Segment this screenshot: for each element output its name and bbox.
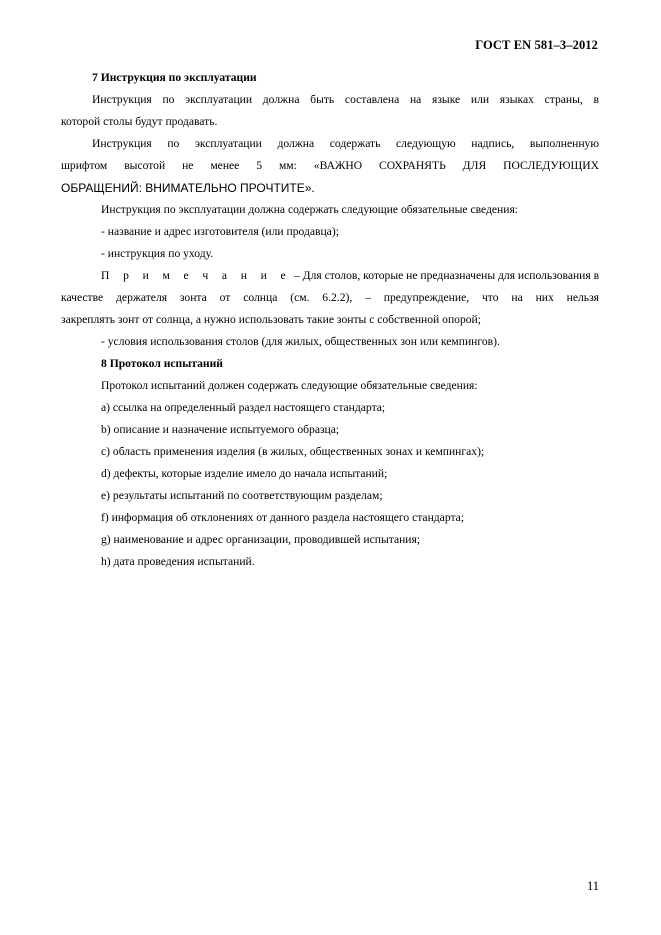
section-7-paragraph-1-line-1: Инструкция по эксплуатации должна быть составлена на языке или языках страны, в — [92, 93, 599, 106]
section-8-list-item-b: b) описание и назначение испытуемого образца; — [101, 423, 340, 436]
note-line-3: закреплять зонт от солнца, а нужно использовать такие зонты с собственной опорой; — [61, 313, 481, 326]
page-body — [61, 70, 599, 576]
section-8-intro: Протокол испытаний должен содержать следующие обязательные сведения: — [101, 379, 478, 392]
section-7-paragraph-2-line-1: Инструкция по эксплуатации должна содержать следующую надпись, выполненную — [92, 137, 599, 150]
section-7-list-item-1: - название и адрес изготовителя (или продавца); — [101, 225, 339, 238]
section-8-list-item-f: f) информация об отклонениях от данного раздела настоящего стандарта; — [101, 511, 465, 524]
section-8-list-item-e: e) результаты испытаний по соответствующим разделам; — [101, 489, 383, 502]
section-8-heading: 8 Протокол испытаний — [101, 357, 223, 370]
note-label: П р и м е ч а н и е — [101, 269, 292, 282]
section-7-paragraph-2-line-2: шрифтом высотой не менее 5 мм: «ВАЖНО СОХРАНЯТЬ ДЛЯ ПОСЛЕДУЮЩИХ — [61, 159, 599, 172]
note-line-1 — [61, 268, 599, 290]
section-7-list-item-3: - условия использования столов (для жилых, общественных зон или кемпингов). — [101, 335, 500, 348]
section-8-list-item-a: a) ссылка на определенный раздел настоящего стандарта; — [101, 401, 386, 414]
section-7-paragraph-1-line-2: которой столы будут продавать. — [61, 115, 218, 128]
section-8-list-item-h: h) дата проведения испытаний. — [101, 555, 255, 568]
note-line-2: качестве держателя зонта от солнца (см. 6.2.2), – предупреждение, что на них нельзя — [61, 291, 599, 304]
section-7-paragraph-3: Инструкция по эксплуатации должна содержать следующие обязательные сведения: — [101, 203, 519, 216]
page-number: 11 — [586, 879, 599, 893]
section-8-list-item-g: g) наименование и адрес организации, проводившей испытания; — [101, 533, 421, 546]
document-code-header: ГОСТ EN 581–3–2012 — [475, 38, 598, 52]
section-7-list-item-2: - инструкция по уходу. — [101, 247, 214, 260]
section-7-paragraph-2-line-3: ОБРАЩЕНИЙ: ВНИМАТЕЛЬНО ПРОЧТИТЕ». — [61, 181, 315, 195]
section-8-list-item-c: c) область применения изделия (в жилых, общественных зонах и кемпингах); — [101, 445, 485, 458]
section-8-list-item-d: d) дефекты, которые изделие имело до начала испытаний; — [101, 467, 388, 480]
section-7-heading: 7 Инструкция по эксплуатации — [92, 71, 257, 84]
note-line-1-text: – Для столов, которые не предназначены для использования в — [291, 269, 599, 282]
